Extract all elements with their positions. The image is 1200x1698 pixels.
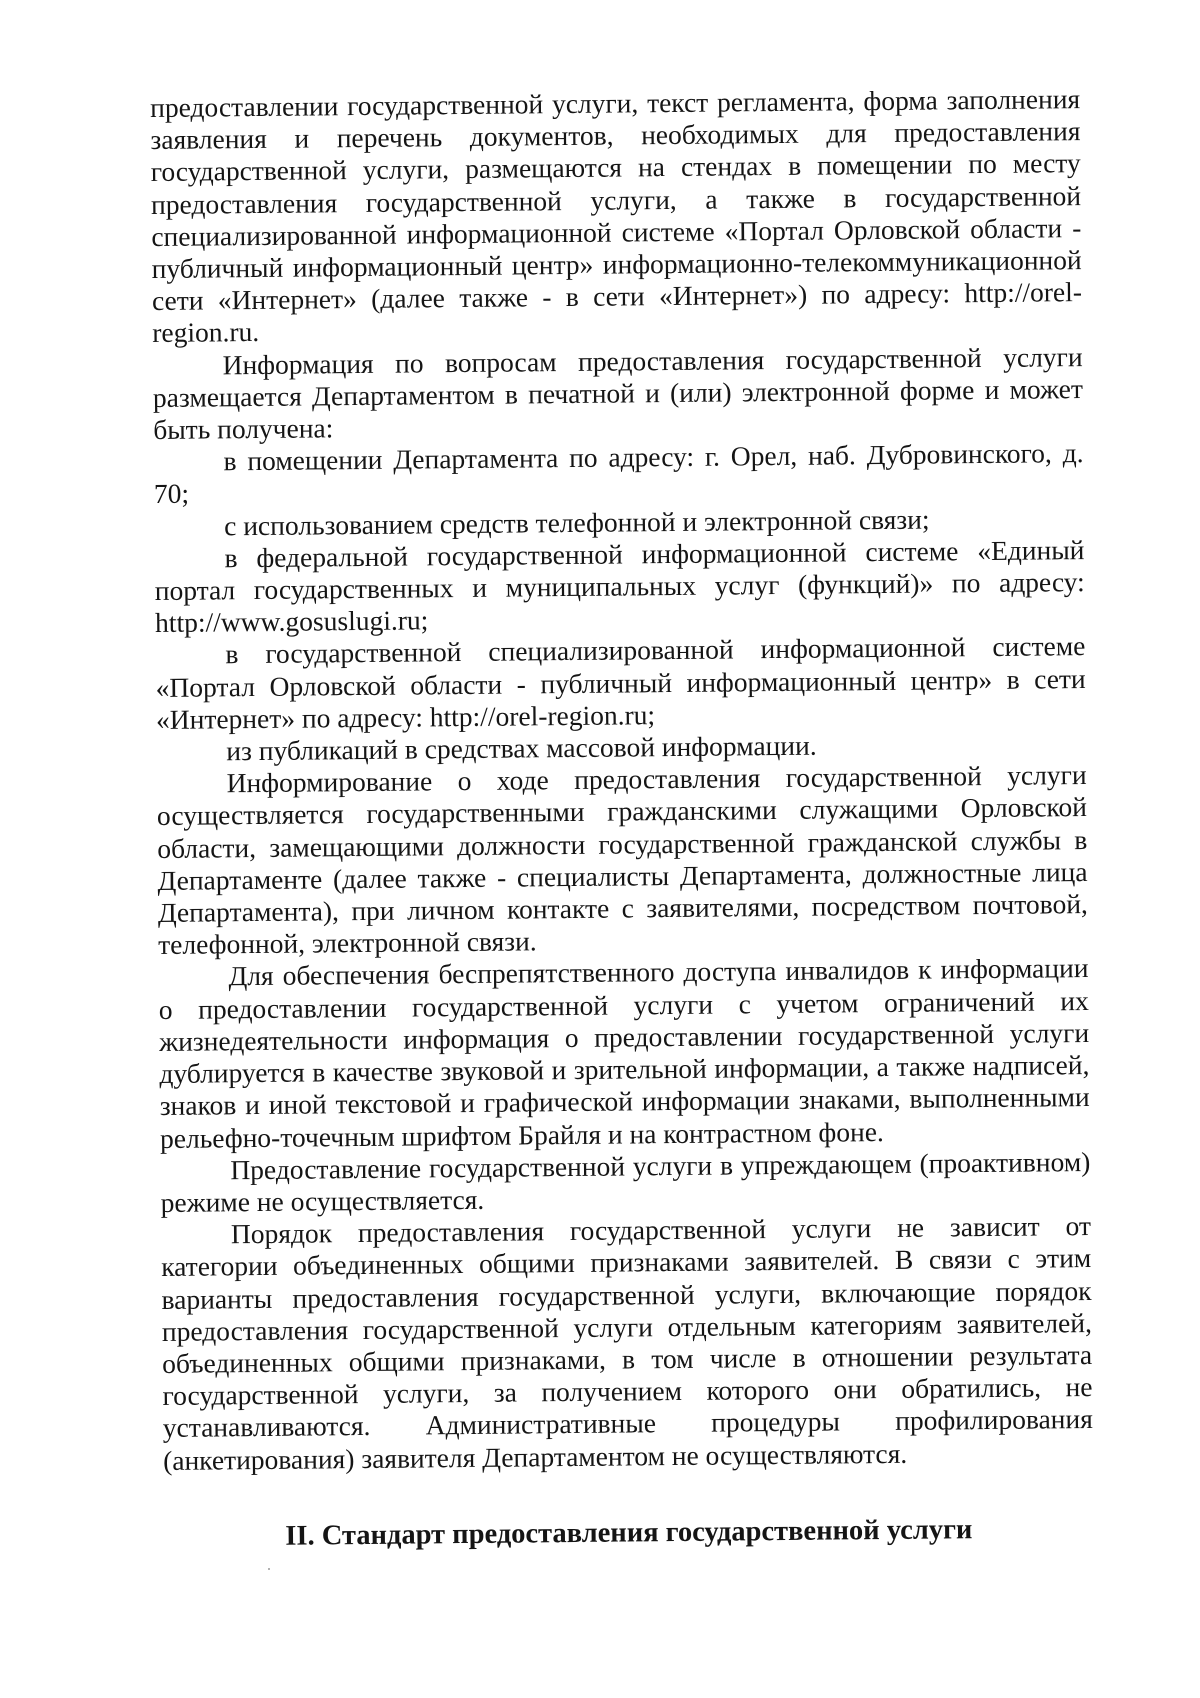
paragraph-8: Информирование о ходе предоставления государственной услуги осуществляется государственными гражданскими служащими Орловской области, замещающими должности государственной гражданской службы в Департаменте (далее также - специалисты Департамента, должностные лица Департамента), при личном контакте с заявителями, посредством почтовой, телефонной, электронной связи. bbox=[156, 759, 1088, 961]
scan-speck bbox=[268, 1568, 270, 1570]
paragraph-5: в федеральной государственной информационной системе «Единый портал государственных и муниципальных услуг (функций)» по адресу: http://www.gosuslugi.ru; bbox=[154, 533, 1085, 639]
paragraph-11: Порядок предоставления государственной услуги не зависит от категории объединенных общими признаками заявителей. В связи с этим варианты предоставления государственной услуги, включающие порядок предоставления государственной услуги отдельным категориям заявителей, объединенных общими признаками, в том числе в отношении результата государственной услуги, за получением которого они обратились, не устанавливаются. Административные процедуры профилирования (анкетирования) заявителя Департаментом не осуществляются. bbox=[161, 1210, 1093, 1476]
paragraph-2: Информация по вопросам предоставления государственной услуги размещается Департаментом в печатной и (или) электронной форме и может быть получена: bbox=[152, 340, 1084, 446]
paragraph-1: предоставлении государственной услуги, текст регламента, форма заполнения заявления и перечень документов, необходимых для предоставления государственной услуги, размещаются на стендах в помещении по месту предоставления государственной услуги, а также в государственной специализированной информационной системе «Портал Орловской области - публичный информационный центр» информационно-телекоммуникационной сети «Интернет» (далее также - в сети «Интернет») по адресу: http://orel-region.ru. bbox=[150, 83, 1083, 349]
paragraph-9: Для обеспечения беспрепятственного доступа инвалидов к информации о предоставлении государственной услуги с учетом ограничений их жизнедеятельности информация о предоставлении государственной услуги дублируется в качестве звуковой и зрительной информации, а также надписей, знаков и иной текстовой и графической информации знаками, выполненными рельефно-точечным шрифтом Брайля и на контрастном фоне. bbox=[158, 952, 1090, 1154]
paragraph-4: с использованием средств телефонной и электронной связи; bbox=[224, 503, 930, 541]
paragraph-3: в помещении Департамента по адресу: г. Орел, наб. Дубровинского, д. 70; bbox=[153, 437, 1084, 510]
paragraph-10: Предоставление государственной услуги в упреждающем (проактивном) режиме не осуществляется. bbox=[160, 1145, 1091, 1218]
paragraph-6: в государственной специализированной информационной системе «Портал Орловской области - публичный информационный центр» в сети «Интернет» по адресу: http://orel-region.ru; bbox=[155, 630, 1086, 735]
document-page bbox=[150, 83, 1094, 1555]
section-heading: II. Стандарт предоставления государственной услуги bbox=[285, 1513, 973, 1552]
paragraph-7: из публикаций в средствах массовой информации. bbox=[226, 729, 817, 767]
